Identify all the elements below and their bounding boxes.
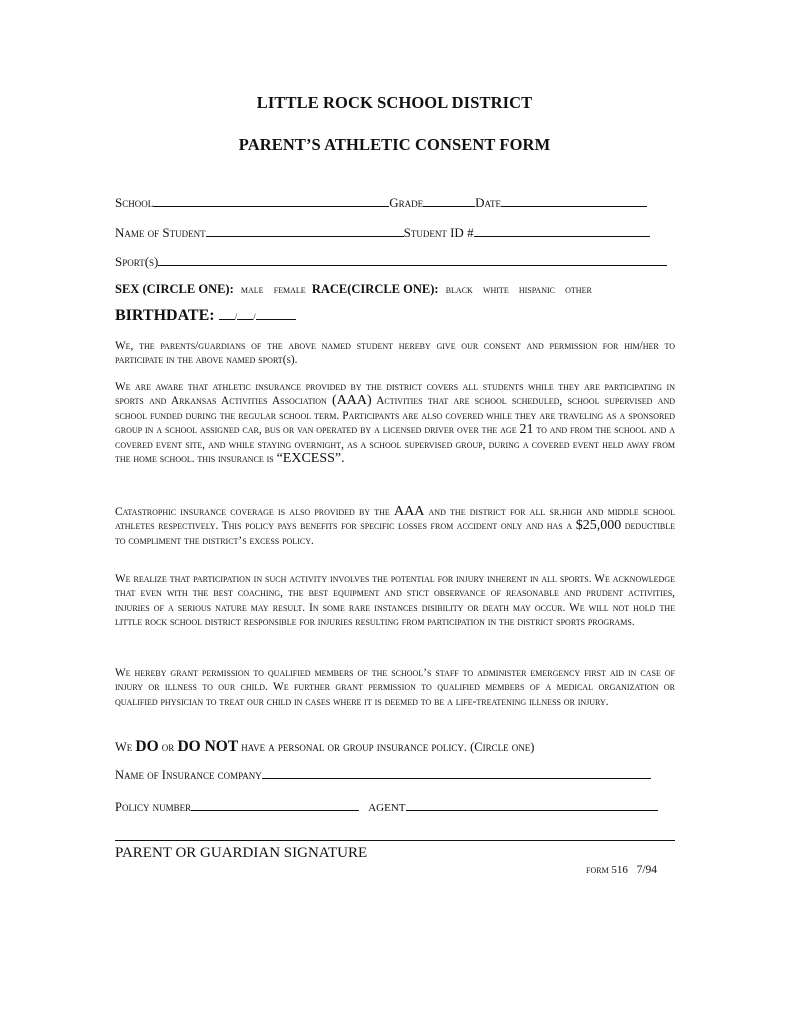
insurance-choice-row (115, 738, 534, 756)
sex-race-row (115, 282, 595, 297)
policy-agent-row (115, 799, 658, 815)
risk-paragraph: We realize that participation in such activity involves the potential for injury inherent in all sports. We acknowledge that even with the best coaching, the best equipment and stict observance of reasonable and prudent activities, injuries of a serious nature may result. In some rare instances disibility or death may occur. We will not hold the little rock school district responsible for injuries resulting from participation in the district sports programs. (115, 573, 675, 629)
catastrophic-text-b: and the district for all sr.high and middle school athletes respectively. This policy pays benefits for specific losses from accident only and has a (115, 506, 675, 533)
student-name-label: Name of Student (115, 225, 206, 240)
district-title: LITTLE ROCK SCHOOL DISTRICT (256, 93, 533, 112)
insurance-text-b: Activities that are school scheduled, school supervised and school funded during the regular school term. Participants are also covered while they are traveling as a sponsored group in a school assigned car, bus or van operated by a licensed driver over the age (115, 395, 675, 437)
catastrophic-aaa: AAA (394, 504, 425, 519)
sex-option-male[interactable]: male (240, 282, 264, 296)
school-field[interactable] (153, 195, 389, 207)
birthdate-label: BIRTHDATE: (115, 307, 215, 324)
agent-field[interactable] (406, 799, 658, 811)
sports-row (115, 254, 667, 270)
consent-paragraph: We, the parents/guardians of the above named student hereby give our consent and permission for him/her to participate in the above named sport(s). (115, 340, 675, 367)
race-option-other[interactable]: other (565, 282, 592, 296)
grade-label: Grade (389, 195, 424, 210)
form-number-label: form 516 (586, 864, 628, 876)
race-option-black[interactable]: black (445, 282, 473, 296)
race-label: RACE(CIRCLE ONE): (311, 282, 439, 296)
date-separator: / (253, 312, 256, 322)
birth-month-field[interactable] (219, 307, 235, 320)
insurance-text-c: to and from the school and a covered event site, and while staying overnight, as a school supervised group, during a covered event held away from the home school. this insurance is (115, 424, 675, 466)
circle-one-text: (Circle one) (470, 740, 535, 754)
student-id-field[interactable] (474, 225, 650, 237)
grade-field[interactable] (423, 195, 475, 207)
race-option-hispanic[interactable]: hispanic (518, 282, 555, 296)
form-title: PARENT’S ATHLETIC CONSENT FORM (238, 135, 551, 154)
agent-label: AGENT (368, 802, 406, 814)
insurance-company-row (115, 767, 651, 783)
policy-number-field[interactable] (191, 799, 359, 811)
insurance-company-field[interactable] (262, 767, 651, 779)
we-text: We (115, 740, 133, 754)
student-name-field[interactable] (206, 225, 404, 237)
catastrophic-paragraph (115, 505, 675, 548)
or-text: or (161, 740, 175, 754)
insurance-text-a: We are aware that athletic insurance provided by the district covers all students while they are participating in sports and Arkansas Activities Association (115, 381, 675, 408)
race-option-white[interactable]: white (482, 282, 509, 296)
date-label: Date (475, 195, 502, 210)
policy-text: have a personal or group insurance policy. (241, 740, 468, 754)
policy-number-label: Policy number (115, 800, 192, 814)
catastrophic-text-a: Catastrophic insurance coverage is also provided by the (115, 506, 394, 518)
student-row (115, 225, 650, 241)
signature-label: PARENT OR GUARDIAN SIGNATURE (115, 845, 368, 861)
sex-label: SEX (CIRCLE ONE): (115, 282, 234, 296)
birth-day-field[interactable] (234, 307, 253, 322)
student-id-label: Student ID # (403, 225, 474, 240)
do-not-option[interactable]: DO NOT (177, 738, 239, 755)
sex-option-female[interactable]: female (273, 282, 306, 296)
insurance-aaa: (AAA) (332, 393, 372, 409)
insurance-age: 21 (519, 422, 534, 438)
date-field[interactable] (501, 195, 647, 207)
birthdate-row (115, 307, 296, 325)
catastrophic-text-c: deductible to compliment the district’s excess policy. (115, 520, 675, 547)
date-separator: / (234, 312, 238, 322)
form-number (586, 864, 657, 876)
insurance-excess: “EXCESS”. (276, 451, 345, 467)
insurance-company-label: Name of Insurance company (115, 768, 262, 782)
insurance-paragraph (115, 380, 675, 466)
do-option[interactable]: DO (135, 738, 159, 755)
signature-line[interactable] (115, 840, 675, 841)
school-grade-date-row (115, 195, 647, 211)
catastrophic-amount: $25,000 (575, 518, 622, 534)
first-aid-paragraph: We hereby grant permission to qualified members of the school’s staff to administer emergency first aid in case of injury or illness to our child. We further grant permission to qualified members of a medical organization or qualified physician to treat our child in cases where it is deemed to be a life-treatening illness or injury. (115, 667, 675, 708)
sports-field[interactable] (158, 254, 667, 266)
sports-label: Sport(s) (115, 254, 159, 269)
school-label: School (115, 195, 154, 210)
form-date: 7/94 (636, 864, 658, 876)
birth-year-field[interactable] (256, 307, 296, 320)
